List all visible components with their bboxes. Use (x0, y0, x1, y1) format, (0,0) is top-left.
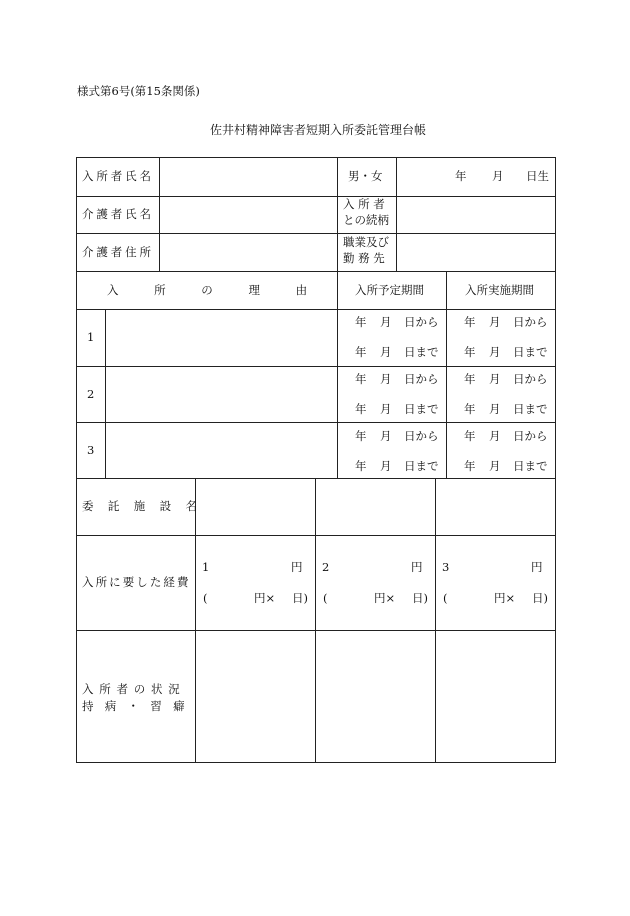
cost-rate: 円× (374, 591, 396, 605)
planned-from-year: 年 (355, 315, 367, 329)
cost-days: 日) (292, 591, 308, 605)
planned-from-suffix: 日から (404, 372, 439, 386)
planned-to-year: 年 (355, 345, 367, 359)
entry-number: 3 (87, 443, 95, 457)
col-line (396, 157, 397, 271)
cost-rate: 円× (494, 591, 516, 605)
relationship-label-1: 入 所 者 (343, 197, 385, 211)
caregiver-address-label: 介護者住所 (82, 245, 154, 259)
planned-to-month: 月 (380, 459, 392, 473)
planned-from-suffix: 日から (404, 429, 439, 443)
planned-to-suffix: 日まで (404, 402, 439, 416)
cost-number: 1 (202, 560, 210, 574)
col-line (446, 271, 447, 479)
cost-label: 入所に要した経費 (82, 575, 191, 589)
patient-name-value[interactable] (165, 171, 330, 185)
actual-from-month: 月 (489, 372, 501, 386)
occupation-label-2: 勤 務 先 (343, 251, 385, 265)
actual-to-month: 月 (489, 345, 501, 359)
actual-to-year: 年 (464, 402, 476, 416)
cost-open-paren: ( (203, 591, 208, 605)
actual-to-year: 年 (464, 459, 476, 473)
patient-name-label: 入所者氏名 (82, 169, 154, 183)
cost-number: 3 (442, 560, 450, 574)
col-line (315, 478, 316, 763)
actual-to-suffix: 日まで (513, 402, 548, 416)
actual-from-month: 月 (489, 315, 501, 329)
planned-period-header: 入所予定期間 (355, 283, 424, 297)
planned-from-year: 年 (355, 372, 367, 386)
cost-yen: 円 (411, 560, 423, 574)
actual-from-suffix: 日から (513, 429, 548, 443)
planned-to-month: 月 (380, 402, 392, 416)
col-line (159, 157, 160, 271)
actual-to-month: 月 (489, 402, 501, 416)
actual-to-suffix: 日まで (513, 345, 548, 359)
row-line (76, 535, 556, 536)
row-line (76, 422, 556, 423)
upper-table (76, 157, 556, 479)
planned-from-month: 月 (380, 372, 392, 386)
cost-days: 日) (412, 591, 428, 605)
row-line (76, 271, 556, 272)
form-number: 様式第6号(第15条関係) (77, 84, 200, 98)
reason-header: 入所の理由 (107, 283, 343, 297)
actual-from-year: 年 (464, 429, 476, 443)
actual-to-suffix: 日まで (513, 459, 548, 473)
status-label-1: 入所者の状況 (82, 682, 186, 696)
occupation-label-1: 職業及び (343, 235, 389, 249)
cost-days: 日) (532, 591, 548, 605)
col-line (105, 309, 106, 479)
col-line (435, 478, 436, 763)
birth-year: 年 (455, 169, 467, 183)
birth-day: 日生 (526, 169, 549, 183)
status-label-2: 持病・習癖 (82, 699, 196, 713)
actual-to-month: 月 (489, 459, 501, 473)
planned-to-month: 月 (380, 345, 392, 359)
planned-to-year: 年 (355, 459, 367, 473)
row-line (76, 630, 556, 631)
row-line (76, 196, 556, 197)
entry-number: 2 (87, 387, 95, 401)
planned-to-suffix: 日まで (404, 345, 439, 359)
cost-open-paren: ( (323, 591, 328, 605)
birth-month: 月 (492, 169, 504, 183)
actual-period-header: 入所実施期間 (465, 283, 534, 297)
cost-number: 2 (322, 560, 330, 574)
planned-from-month: 月 (380, 315, 392, 329)
col-line (195, 478, 196, 763)
planned-from-month: 月 (380, 429, 392, 443)
actual-to-year: 年 (464, 345, 476, 359)
actual-from-month: 月 (489, 429, 501, 443)
gender-label[interactable]: 男・女 (348, 169, 383, 183)
entry-number: 1 (87, 330, 95, 344)
cost-open-paren: ( (443, 591, 448, 605)
planned-from-suffix: 日から (404, 315, 439, 329)
actual-from-suffix: 日から (513, 372, 548, 386)
actual-from-year: 年 (464, 372, 476, 386)
cost-rate: 円× (254, 591, 276, 605)
actual-from-year: 年 (464, 315, 476, 329)
planned-to-suffix: 日まで (404, 459, 439, 473)
caregiver-name-label: 介護者氏名 (82, 207, 154, 221)
planned-from-year: 年 (355, 429, 367, 443)
col-line (337, 157, 338, 479)
row-line (76, 309, 556, 310)
document-title: 佐井村精神障害者短期入所委託管理台帳 (210, 123, 427, 137)
planned-to-year: 年 (355, 402, 367, 416)
row-line (76, 233, 556, 234)
row-line (76, 366, 556, 367)
actual-from-suffix: 日から (513, 315, 548, 329)
facility-label: 委託施設名 (82, 499, 212, 513)
cost-yen: 円 (531, 560, 543, 574)
lower-table (76, 478, 556, 763)
cost-yen: 円 (291, 560, 303, 574)
relationship-label-2: との続柄 (343, 213, 389, 227)
